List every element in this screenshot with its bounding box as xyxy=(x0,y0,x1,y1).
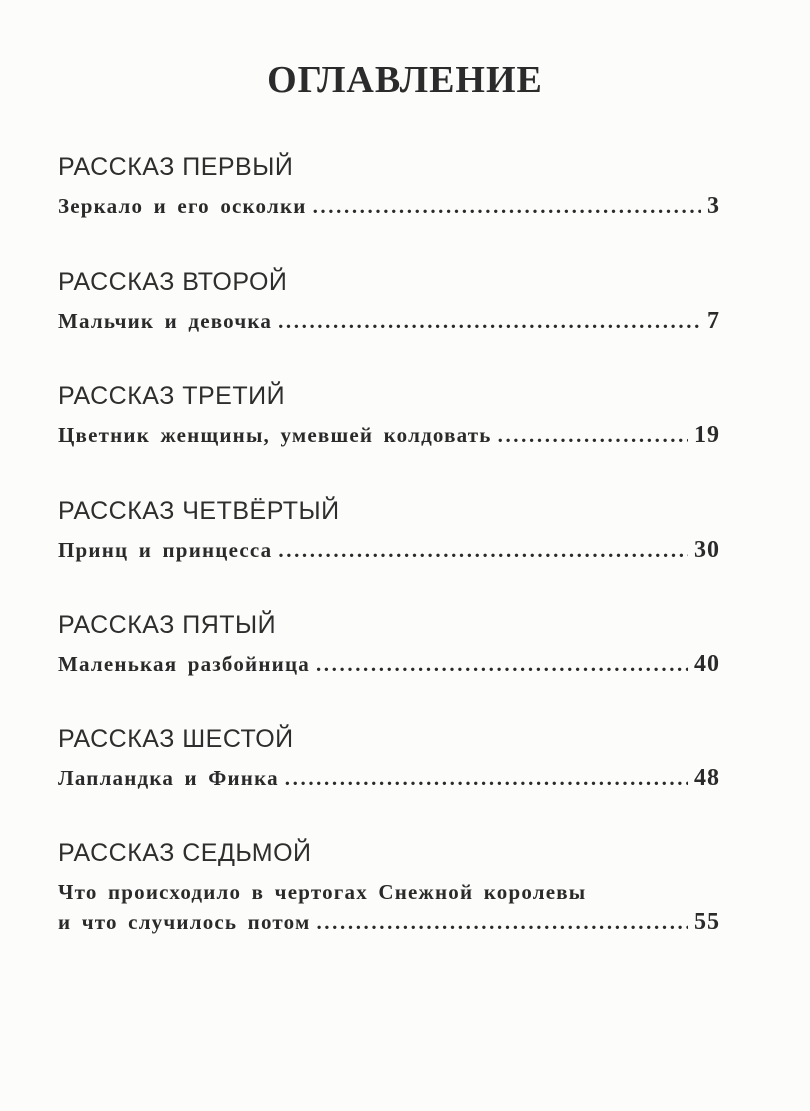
toc-chapter-1 xyxy=(58,152,720,221)
toc-chapter-4 xyxy=(58,496,720,565)
page-title: ОГЛАВЛЕНИЕ xyxy=(267,59,543,101)
chapter-heading: РАССКАЗ ЧЕТВЁРТЫЙ xyxy=(58,497,340,525)
toc-entry[interactable] xyxy=(58,306,720,336)
dot-leader xyxy=(498,420,688,450)
page-number: 55 xyxy=(694,909,720,935)
chapter-heading: РАССКАЗ ШЕСТОЙ xyxy=(58,725,294,753)
chapter-heading: РАССКАЗ ВТОРОЙ xyxy=(58,268,288,296)
toc-entry[interactable] xyxy=(58,420,720,450)
chapter-title: Цветник женщины, умевшей колдовать xyxy=(58,423,492,447)
toc-entry[interactable] xyxy=(58,763,720,793)
toc-chapter-5 xyxy=(58,610,720,679)
dot-leader xyxy=(285,763,688,793)
toc-entry[interactable] xyxy=(58,191,720,221)
toc-chapter-6 xyxy=(58,724,720,793)
chapter-title-line-2-row xyxy=(58,907,720,937)
chapter-title-line-2: и что случилось потом xyxy=(58,910,311,934)
chapter-title: Мальчик и девочка xyxy=(58,309,273,333)
toc-entry[interactable] xyxy=(58,877,720,937)
page-number: 3 xyxy=(707,193,720,219)
page-number: 7 xyxy=(707,308,720,334)
toc-chapter-7 xyxy=(58,838,720,937)
chapter-title-line-1: Что происходило в чертогах Снежной королевы xyxy=(58,880,587,904)
dot-leader xyxy=(316,907,688,937)
dot-leader xyxy=(316,649,688,679)
chapter-title: Зеркало и его осколки xyxy=(58,194,307,218)
dot-leader xyxy=(313,191,701,221)
toc-entry[interactable] xyxy=(58,535,720,565)
chapter-title: Лапландка и Финка xyxy=(58,766,279,790)
toc-entry[interactable] xyxy=(58,649,720,679)
toc-chapter-3 xyxy=(58,381,720,450)
chapter-heading: РАССКАЗ ПЕРВЫЙ xyxy=(58,153,294,181)
chapter-heading: РАССКАЗ ТРЕТИЙ xyxy=(58,382,286,410)
chapter-title: Маленькая разбойница xyxy=(58,652,310,676)
dot-leader xyxy=(278,306,701,336)
chapter-heading: РАССКАЗ СЕДЬМОЙ xyxy=(58,839,312,867)
page-number: 19 xyxy=(694,422,720,448)
chapter-heading: РАССКАЗ ПЯТЫЙ xyxy=(58,611,277,639)
page-number: 48 xyxy=(694,765,720,791)
chapter-title: Принц и принцесса xyxy=(58,538,273,562)
page-number: 40 xyxy=(694,651,720,677)
page-number: 30 xyxy=(694,537,720,563)
dot-leader xyxy=(278,535,688,565)
toc-chapter-2 xyxy=(58,267,720,336)
